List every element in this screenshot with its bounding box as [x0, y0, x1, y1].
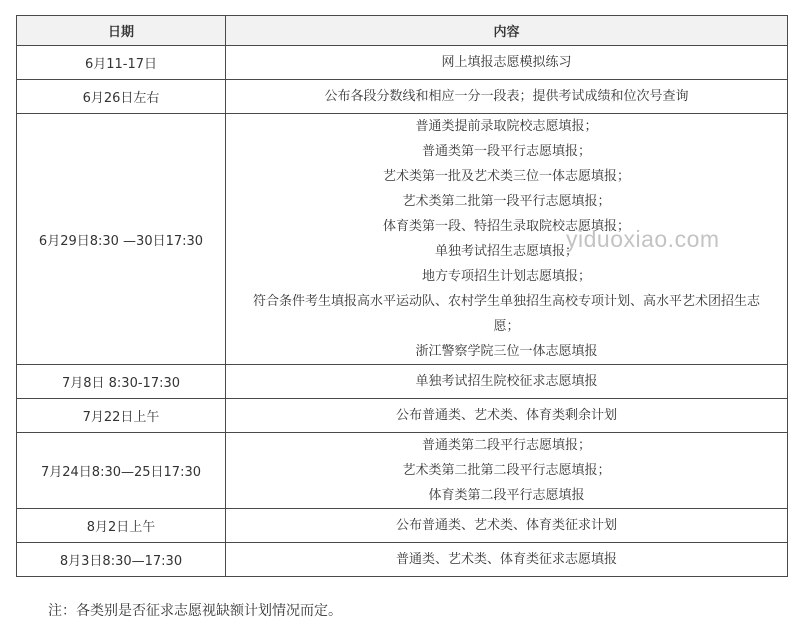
content-line: 单独考试招生志愿填报； — [434, 244, 578, 259]
content-line: 体育类第二段平行志愿填报 — [428, 488, 585, 503]
table-row — [17, 80, 788, 114]
content-line: 网上填报志愿模拟练习 — [441, 55, 572, 70]
content-line: 浙江警察学院三位一体志愿填报 — [415, 344, 598, 359]
content-cell — [226, 399, 788, 433]
table-header-row — [17, 16, 788, 46]
header-content: 内容 — [226, 16, 788, 46]
content-line: 艺术类第二批第一段平行志愿填报； — [402, 194, 611, 209]
content-line: 普通类提前录取院校志愿填报； — [415, 119, 598, 134]
content-line: 符合条件考生填报高水平运动队、农村学生单独招生高校专项计划、高水平艺术团招生志 — [252, 294, 760, 309]
date-cell: 7月22日上午 — [17, 399, 226, 433]
table-row — [17, 46, 788, 80]
content-line: 公布普通类、艺术类、体育类剩余计划 — [395, 408, 617, 423]
content-line: 体育类第一段、特招生录取院校志愿填报； — [382, 219, 630, 234]
content-line: 愿； — [493, 319, 520, 334]
content-line: 普通类第一段平行志愿填报； — [421, 144, 591, 159]
content-cell — [226, 365, 788, 399]
content-cell — [226, 509, 788, 543]
date-cell: 7月8日 8:30-17:30 — [17, 365, 226, 399]
content-cell — [226, 46, 788, 80]
table-row — [17, 114, 788, 365]
table-row — [17, 509, 788, 543]
date-cell: 8月2日上午 — [17, 509, 226, 543]
table-body — [17, 46, 788, 577]
content-line: 地方专项招生计划志愿填报； — [421, 269, 591, 284]
table-row — [17, 433, 788, 509]
content-line: 艺术类第二批第二段平行志愿填报； — [402, 463, 611, 478]
content-cell — [226, 80, 788, 114]
table-row — [17, 365, 788, 399]
content-line: 单独考试招生院校征求志愿填报 — [415, 374, 598, 389]
schedule-table — [16, 15, 788, 577]
content-line: 普通类第二段平行志愿填报； — [421, 438, 591, 453]
footnote: 注：各类别是否征求志愿视缺额计划情况而定。 — [48, 603, 342, 619]
content-line: 公布各段分数线和相应一分一段表；提供考试成绩和位次号查询 — [324, 89, 689, 104]
watermark: yiduoxiao.com — [566, 226, 720, 252]
content-line: 普通类、艺术类、体育类征求志愿填报 — [395, 552, 617, 567]
content-cell — [226, 433, 788, 509]
content-line: 公布普通类、艺术类、体育类征求计划 — [395, 518, 617, 533]
date-cell: 6月26日左右 — [17, 80, 226, 114]
content-cell — [226, 114, 788, 365]
table-row — [17, 543, 788, 577]
date-cell: 8月3日8:30—17:30 — [17, 543, 226, 577]
date-cell: 7月24日8:30—25日17:30 — [17, 433, 226, 509]
table-row — [17, 399, 788, 433]
date-cell: 6月11-17日 — [17, 46, 226, 80]
content-cell — [226, 543, 788, 577]
content-line: 艺术类第一批及艺术类三位一体志愿填报； — [382, 169, 630, 184]
date-cell: 6月29日8:30 —30日17:30 — [17, 114, 226, 365]
header-date: 日期 — [17, 16, 226, 46]
